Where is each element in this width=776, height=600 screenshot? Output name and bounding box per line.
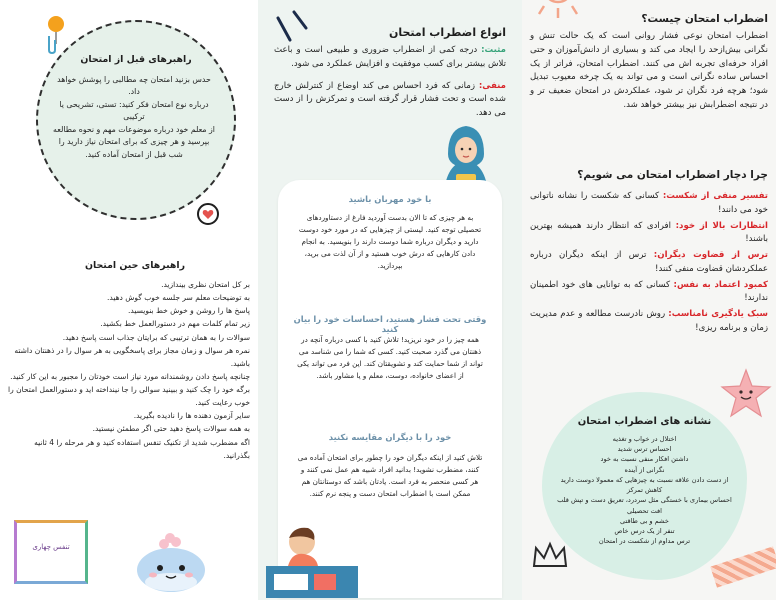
reason-item: کمبود اعتماد به نفس: کسانی که به توانایی های خود اطمینان ندارند! [530,279,768,304]
tip-heading: با خود مهربان باشید [348,194,432,204]
before-exam-list [52,74,216,161]
tip-text: تلاش کنید از اینکه دیگران خود را چطور برای امتحان آماده می کنند، مضطرب نشوید! بدانید افراد شبیه هم عمل نمی کنند و هر کسی منحصر به فرد است. یادتان باشد که دوستانتان هم ممکن است با اضطراب امتحان دست و پنجه نرم کنند. [297,453,483,498]
types-body [274,44,506,129]
list-item: بر کل امتحان نظری بیندازید. [161,280,250,289]
reason-item: تفسیر منفی از شکست: کسانی که شکست را نشانه ناتوانی خود می دانند! [530,191,768,215]
list-item: نمره هر سوال و زمان مجاز برای پاسخگویی به هر سوال را در ذهنتان داشته باشید. [14,345,250,368]
list-item: احساس ترس شدید [617,445,672,454]
list-item: زیر تمام کلمات مهم در دستورالعمل خط بکشید. [100,319,250,329]
list-item: چنانچه پاسخ دادن روشمندانه مورد نیاز است خودتان را مجبور به این کار کنید. [10,371,250,381]
types-title: انواع اضطراب امتحان [388,26,506,39]
section-title-why: چرا دچار اضطراب امتحان می شویم؟ [577,169,768,181]
reason-item: انتظارات بالا از خود: افرادی که انتظار دارند همیشه بهترین باشند! [530,220,768,245]
reason-item: سبک یادگیری نامناسب: روش نادرست مطالعه و عدم مدیریت زمان و برنامه ریزی! [530,309,769,333]
list-item: از معلم خود درباره موضوعات مهم و نحوه مطالعه بپرسید و هر چیزی که برای امتحان نیاز دارید را شب قبل از امتحان آماده کنید. [53,124,215,159]
pin-icon [42,14,70,54]
during-exam-list [8,278,250,462]
student-boy-illustration [264,518,360,600]
list-item: داشتن افکار منفی نسبت به خود [600,455,689,464]
crown-doodle-icon [530,540,570,572]
list-item: خشم و بی طاقتی [619,516,670,525]
list-item: درباره نوع امتحان فکر کنید: تستی، تشریحی یا ترکیبی [59,99,209,122]
washi-tape-decoration [710,546,776,587]
type-negative: منفی: زمانی که فرد احساس می کند اوضاع از کنترلش خارج شده است و تحت فشار قرار گرفته است و تمرکزش را از دست می دهد. [274,80,506,118]
list-item: تنفر از یک درس خاص [614,526,675,535]
list-item: سایر آزمون دهنده ها را نادیده بگیرید. [133,411,250,421]
breathing-label: تنفس چهاری [32,543,70,551]
type-positive: مثبت: درجه کمی از اضطراب ضروری و طبیعی است و باعث تلاش بیشتر برای کسب موفقیت و افزایش عملکرد می شود. [274,45,506,69]
tip-heading: خود را با دیگران مقایسه نکنید [328,432,452,442]
column-what-is-anxiety [522,0,776,600]
during-exam-title: راهبرهای حین امتحان [84,260,186,271]
list-item: افت تحصیلی [626,506,663,515]
list-item: سوالات را به همان ترتیبی که برایتان جذاب است پاسخ دهید. [62,332,250,342]
list-item: اختلال در خواب و تغذیه [612,435,677,443]
column-types-of-anxiety [258,0,522,600]
list-item: اگه مضطرب شدید از تکنیک تنفس استفاده کنید و هر مرحله را 4 ثانیه بگذرانید. [34,437,250,460]
list-item: پاسخ ها را روشن و خوش خط بنویسید. [128,306,250,316]
what-is-paragraph: اضطراب امتحان نوعی فشار روانی است که یک حالت تنش و نگرانی بیش‌ازحد را ایجاد می کند و بسیاری از دانش‌آموزان و حتی افراد حرفه‌ای تجربه اش می کنند. اضطراب امتحان، فراتر از یک احساس ساده نگرانی است و می تواند به یک چرخه معیوب تبدیل شود؛ هرچه فرد نگران تر شود، عملکردش در امتحان ضعیف تر و در نتیجه اضطرابش نیز بیشتر خواهد شد. [530,31,768,110]
list-item: احساس بیماری با خستگی مثل سردرد، تعریق دست و تپش قلب [557,496,732,505]
smiling-star-icon [720,368,772,418]
list-item: نگرانی از آینده [624,465,665,474]
list-item: برگه خود را چک کنید و ببینید سوالی را جا نینداخته اید و دستورالعمل امتحان را خوب رعایت کنید. [8,385,250,408]
list-item: به همه سوالات پاسخ دهید حتی اگر مطمئن نیستید. [92,424,250,434]
list-item: کاهش تمرکز [626,486,663,495]
reasons-list [530,190,768,338]
column-strategies [0,0,258,600]
tip-text: به هر چیزی که تا الان بدست آوردید فارغ از دستاوردهای تحصیلی توجه کنید. لیستی از چیزهایی که در مورد خود دوست دارید و دیگران درباره شما دوست دارند را بنویسید. به انجام دادن کارهایی که درش خوب هستید و از آن لذت می برید، بپردازید. [298,213,482,270]
signs-title: نشانه های اضطراب امتحان [577,416,712,427]
whale-character-icon [132,530,210,594]
list-item: ترس مداوم از شکست در امتحان [598,537,691,546]
list-item: به توضیحات معلم سر جلسه خوب گوش دهید. [107,293,250,303]
reason-item: ترس از قضاوت دیگران: ترس از اینکه دیگران درباره عملکردشان قضاوت منفی کنند! [530,250,769,274]
list-item: حدس بزنید امتحان چه مطالبی را پوشش خواهد داد. [57,75,211,97]
heart-badge-icon [196,202,220,226]
list-item: از دست دادن علاقه نسبت به چیزهایی که معمولا دوست دارید [560,475,729,484]
section-title-what-is: اضطراب امتحان چیست؟ [641,13,768,25]
signs-list [552,434,737,546]
tip-heading: وقتی تحت فشار هستید، احساسات خود را بیان کنید [293,314,487,334]
before-exam-title: راهبرهای قبل از امتحان [80,54,192,65]
tip-text: همه چیز را در خود نریزید! تلاش کنید با کسی درباره آنچه در ذهنتان می گذرد صحبت کنید. کسی که شما را می شناسد می تواند از شما حمایت کند و تشویقتان کند. این فرد می تواند یکی از اعضای خانواده، دوست، معلم و یا مشاور باشد. [297,335,483,380]
box-breathing-diagram [14,520,88,584]
